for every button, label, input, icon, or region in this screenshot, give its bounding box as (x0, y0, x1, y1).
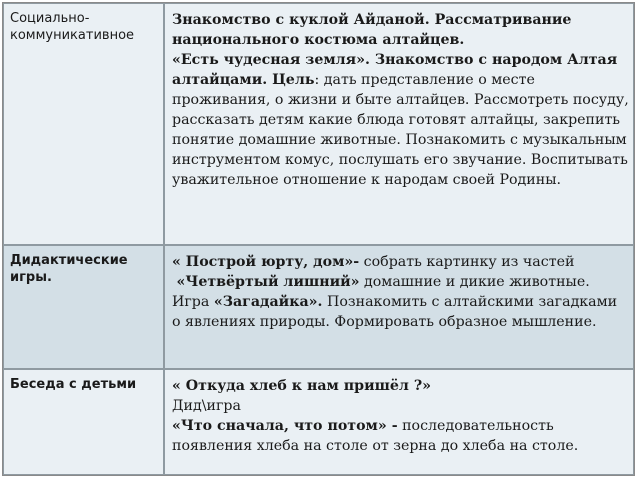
row1-content-cell (164, 3, 634, 245)
row1-title: Знакомство с куклой Айданой. Рассматривание национального костюма алтайцев. (172, 12, 572, 48)
talk-game-desc: последовательность появления хлеба на столе от зерна до хлеба на столе. (172, 418, 579, 454)
row1-subtitle: «Есть чудесная земля». Знакомство с народом Алтая алтайцами. Цель (172, 52, 618, 88)
talk-type: Дид\игра (172, 398, 241, 414)
row3-category: Беседа с детьми (10, 377, 137, 392)
row1-category: Социально-коммуникативное (10, 11, 135, 43)
row1-category-cell (3, 3, 164, 245)
game2-title: «Четвёртый лишний» (176, 274, 360, 290)
row1-description: : дать представление о месте проживания, о жизни и быте алтайцев. Рассмотреть посуду, рассказать детям какие блюда готовят алтайцы, закрепить понятие домашние животные. Познакомить с музыкальным инструментом комус, послушать его звучание. Воспитывать уважительное отношение к народам своей Родины. (172, 72, 629, 188)
game1-title: « Построй юрту, дом»- (172, 254, 360, 270)
talk-title: « Откуда хлеб к нам пришёл ?» (172, 378, 432, 394)
row2-content-cell (164, 245, 634, 369)
row3-content-cell (164, 369, 634, 475)
game3-prefix: Игра (172, 294, 214, 310)
game2-desc: домашние и дикие животные. (359, 274, 590, 290)
row2-category-cell (3, 245, 164, 369)
talk-game-title: «Что сначала, что потом» - (172, 418, 398, 434)
row2-category: Дидактические игры. (10, 253, 128, 285)
game3-title: «Загадайка». (213, 294, 323, 310)
activity-table (2, 2, 635, 476)
game1-desc: собрать картинку из частей (359, 254, 575, 270)
game3-desc: Познакомить с алтайскими загадками о явлениях природы. Формировать образное мышление. (172, 294, 618, 330)
row3-category-cell (3, 369, 164, 475)
